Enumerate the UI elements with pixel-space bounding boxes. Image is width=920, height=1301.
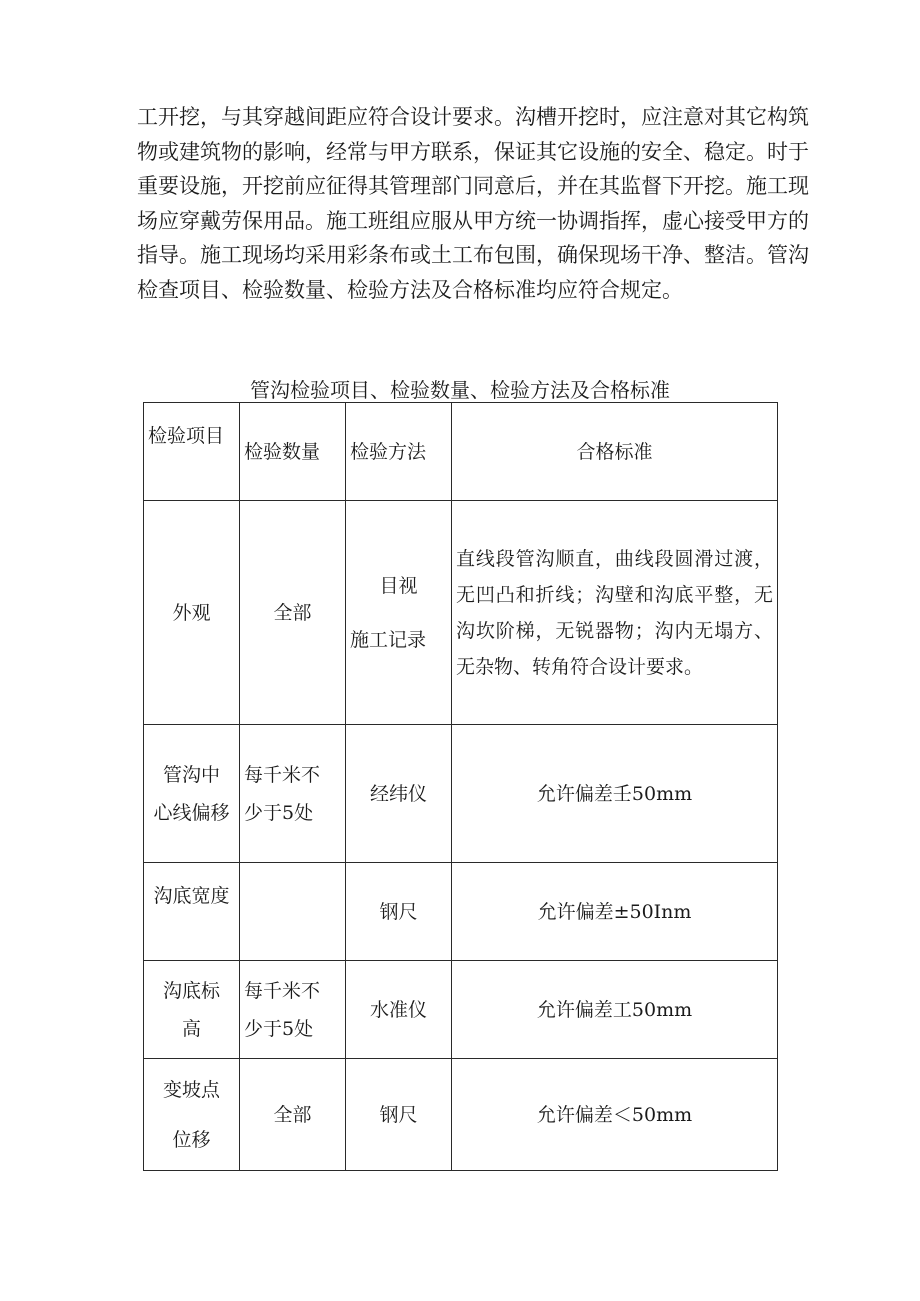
header-item: 检验项目: [144, 403, 240, 501]
table-header-row: [144, 403, 778, 501]
paragraph-line: 指导。施工现场均采用彩条布或土工布包围，确保现场干净、整洁。管沟: [137, 243, 809, 268]
cell-item: 沟底宽度: [144, 863, 240, 961]
cell-standard: 允许偏差±50Inm: [452, 863, 778, 961]
paragraph-line: 工开挖，与其穿越间距应符合设计要求。沟槽开挖时，应注意对其它构筑: [137, 105, 809, 129]
cell-quantity: 每千米不 少于5处: [240, 961, 346, 1059]
cell-method: 钢尺: [346, 1059, 452, 1171]
inspection-table: [143, 402, 778, 1171]
cell-quantity: 全部: [240, 501, 346, 725]
cell-item: 管沟中 心线偏移: [144, 725, 240, 863]
cell-standard: 直线段管沟顺直，曲线段圆滑过渡，无凹凸和折线；沟壁和沟底平整，无沟坎阶梯，无锐器物；沟内无塌方、无杂物、转角符合设计要求。: [452, 501, 778, 725]
header-quantity: 检验数量: [240, 403, 346, 501]
table-row: [144, 1059, 778, 1171]
cell-standard: 允许偏差＜50mm: [452, 1059, 778, 1171]
cell-quantity: [240, 863, 346, 961]
cell-method: 水准仪: [346, 961, 452, 1059]
paragraph-line: 重要设施，开挖前应征得其管理部门同意后，并在其监督下开挖。施工现: [137, 174, 809, 199]
cell-standard: 允许偏差工50mm: [452, 961, 778, 1059]
table-row: [144, 863, 778, 961]
cell-item: 沟底标 高: [144, 961, 240, 1059]
header-method: 检验方法: [346, 403, 452, 501]
cell-item: 外观: [144, 501, 240, 725]
cell-quantity: 每千米不 少于5处: [240, 725, 346, 863]
cell-method: 钢尺: [346, 863, 452, 961]
table-row: [144, 725, 778, 863]
table-row: [144, 961, 778, 1059]
paragraph-line: 场应穿戴劳保用品。施工班组应服从甲方统一协调指挥，虚心接受甲方的: [137, 208, 809, 233]
cell-item: 变坡点 位移: [144, 1059, 240, 1171]
cell-quantity: 全部: [240, 1059, 346, 1171]
cell-standard: 允许偏差壬50mm: [452, 725, 778, 863]
paragraph-line: 物或建筑物的影响，经常与甲方联系，保证其它设施的安全、稳定。时于: [137, 139, 809, 164]
cell-method: 目视 施工记录: [346, 501, 452, 725]
paragraph-line: 检查项目、检验数量、检验方法及合格标准均应符合规定。: [137, 277, 683, 302]
body-paragraph: [137, 100, 809, 308]
cell-method: 经纬仪: [346, 725, 452, 863]
header-standard: 合格标准: [452, 403, 778, 501]
table-row: [144, 501, 778, 725]
table-caption: 管沟检验项目、检验数量、检验方法及合格标准: [250, 378, 670, 402]
